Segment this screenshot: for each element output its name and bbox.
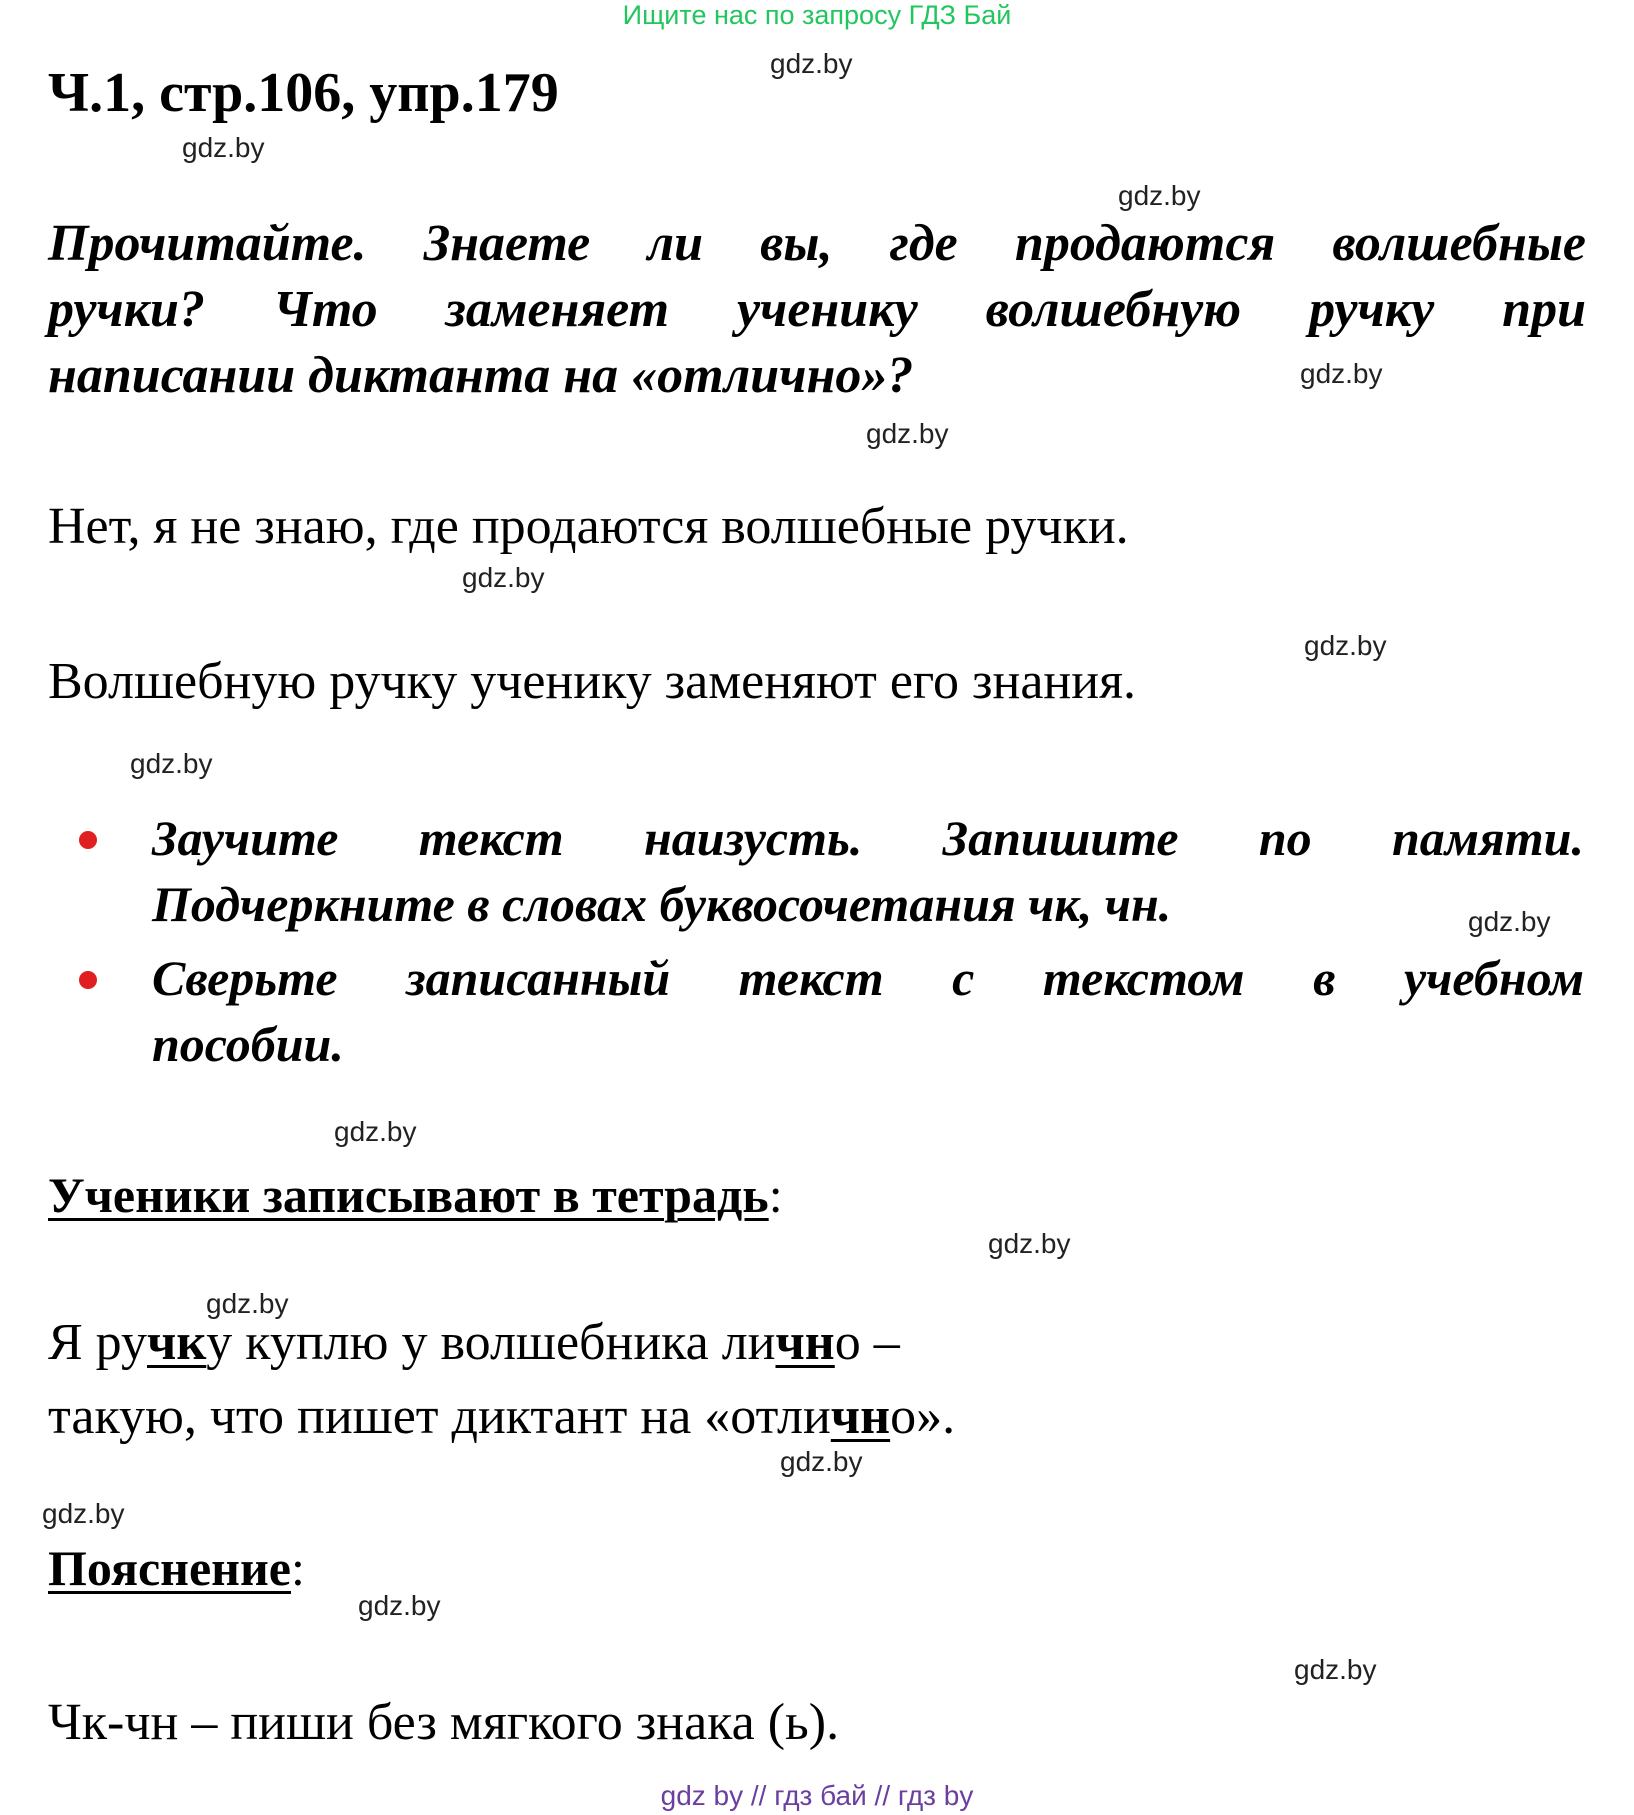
- bullet-dot-2: [79, 971, 97, 989]
- notebook-text: о –: [834, 1314, 900, 1371]
- explanation-heading-text: Пояснение: [48, 1540, 291, 1596]
- answer-2: Волшебную ручку ученику заменяют его знания.: [48, 653, 1136, 710]
- notebook-text: у куплю у волшебника ли: [206, 1314, 776, 1371]
- notebook-line-1: [48, 1308, 900, 1378]
- watermark: gdz.by: [1304, 630, 1387, 661]
- watermark: gdz.by: [462, 562, 545, 593]
- notebook-text: Я ру: [48, 1314, 147, 1371]
- watermark: gdz.by: [358, 1590, 441, 1621]
- explanation-heading: [48, 1535, 305, 1601]
- bullet-dot-1: [79, 831, 97, 849]
- watermark: gdz.by: [182, 132, 265, 163]
- bullet-1-line-2: Подчеркните в словах буквосочетания чк, чн.: [152, 876, 1172, 932]
- letter-combo-highlight: чн: [775, 1314, 835, 1371]
- task-line-1: Прочитайте. Знаете ли вы, где продаются волшебные: [48, 215, 1586, 272]
- watermark: gdz.by: [42, 1498, 125, 1529]
- task-line-3: написании диктанта на «отлично»?: [48, 347, 914, 404]
- watermark: gdz.by: [988, 1228, 1071, 1259]
- notebook-text: такую, что пишет диктант на «отли: [48, 1388, 831, 1445]
- letter-combo-highlight: чк: [147, 1314, 207, 1371]
- task-line-2: ручки? Что заменяет ученику волшебную ручку при: [48, 281, 1586, 338]
- top-banner: Ищите нас по запросу ГДЗ Бай: [622, 0, 1012, 30]
- notebook-heading-colon: :: [768, 1167, 783, 1223]
- notebook-text: о».: [890, 1388, 956, 1445]
- footer-links: gdz by // гдз бай // гдз by: [660, 1780, 974, 1811]
- watermark: gdz.by: [780, 1446, 863, 1477]
- watermark: gdz.by: [206, 1288, 289, 1319]
- notebook-heading: [48, 1162, 783, 1228]
- notebook-line-2: [48, 1382, 955, 1452]
- page-title: Ч.1, стр.106, упр.179: [48, 62, 559, 124]
- watermark: gdz.by: [1118, 180, 1201, 211]
- watermark: gdz.by: [1468, 906, 1551, 937]
- watermark: gdz.by: [1294, 1654, 1377, 1685]
- watermark: gdz.by: [130, 748, 213, 779]
- bullet-2-line-2: пособии.: [152, 1016, 344, 1072]
- watermark: gdz.by: [334, 1116, 417, 1147]
- watermark: gdz.by: [1300, 358, 1383, 389]
- explanation-heading-colon: :: [291, 1540, 305, 1596]
- bullet-2-line-1: Сверьте записанный текст с текстом в учебном: [152, 950, 1584, 1006]
- answer-1: Нет, я не знаю, где продаются волшебные ручки.: [48, 498, 1129, 555]
- bullet-1-line-1: Заучите текст наизусть. Запишите по памяти.: [152, 810, 1584, 866]
- watermark: gdz.by: [866, 418, 949, 449]
- watermark: gdz.by: [770, 48, 853, 79]
- letter-combo-highlight: чн: [830, 1388, 891, 1445]
- explanation-text: Чк-чн – пиши без мягкого знака (ь).: [48, 1694, 840, 1751]
- notebook-heading-text: Ученики записывают в тетрадь: [48, 1167, 769, 1223]
